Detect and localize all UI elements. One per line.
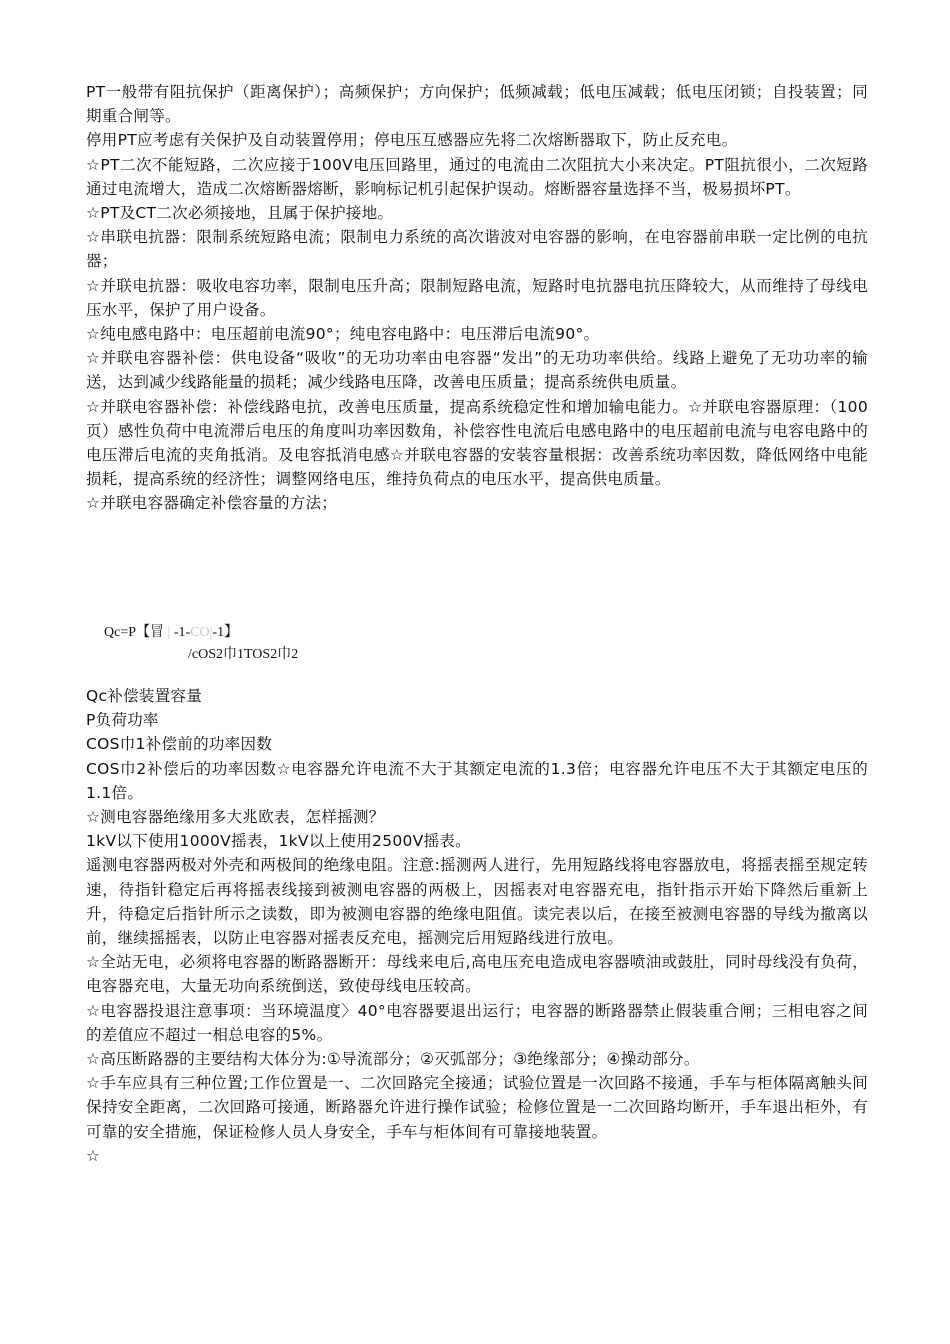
paragraph: PT一般带有阻抗保护（距离保护）；高频保护；方向保护；低频减载；低电压减载；低电压闭锁；自投装置；同期重合闸等。: [86, 83, 868, 126]
formula-faded-part: CO|: [190, 625, 213, 640]
formula-part: -1】: [212, 625, 239, 640]
paragraph: COS巾2补偿后的功率因数☆电容器允许电流不大于其额定电流的1.3倍；电容器允许电压不大于其额定电压的1.1倍。: [86, 759, 868, 802]
paragraph: ☆全站无电，必须将电容器的断路器断开：母线来电后,高电压充电造成电容器喷油或鼓肚，同时母线没有负荷，电容器充电，大量无功向系统倒送，致使母线电压较高。: [86, 953, 868, 996]
paragraph: ☆串联电抗器：限制系统短路电流；限制电力系统的高次谐波对电容器的影响，在电容器前串联一定比例的电抗器；: [86, 228, 868, 271]
paragraph: ☆高压断路器的主要结构大体分为:①导流部分；②灭弧部分；③绝缘部分；④操动部分。: [86, 1050, 700, 1069]
formula-part: -1-: [173, 625, 191, 640]
paragraph: 停用PT应考虑有关保护及自动装置停用；停电压互感器应先将二次熔断器取下，防止反充电。: [86, 131, 738, 150]
paragraph: ☆并联电抗器：吸收电容功率，限制电压升高；限制短路电流，短路时电抗器电抗压降较大，从而维持了母线电压水平，保护了用户设备。: [86, 276, 868, 319]
formula-part: Qc=P【冒: [104, 625, 165, 640]
paragraph: P负荷功率: [86, 711, 159, 730]
paragraph: ☆: [86, 1146, 101, 1165]
formula-line-1: [104, 622, 298, 644]
paragraph: ☆并联电容器补偿：供电设备“吸收”的无功功率由电容器“发出”的无功功率供给。线路上避免了无功功率的输送，达到减少线路能量的损耗；减少线路电压降，改善电压质量；提高系统供电质量。: [86, 349, 868, 392]
paragraph: ☆手车应具有三种位置;工作位置是一、二次回路完全接通；试验位置是一次回路不接通，手车与柜体隔离触头间保持安全距离，二次回路可接通，断路器允许进行操作试验；检修位置是一二次回路均断开，手车退出柜外，有可靠的安全措施，保证检修人员人身安全，手车与柜体间有可靠接地装置。: [86, 1074, 868, 1141]
text-section-top: [86, 80, 868, 516]
paragraph: ☆并联电容器确定补偿容量的方法；: [86, 494, 338, 513]
formula-line-2: /cOS2巾1TOS2巾2: [188, 647, 299, 662]
paragraph: ☆纯电感电路中：电压超前电流90°；纯电容电路中：电压滞后电流90°。: [86, 325, 600, 344]
paragraph: ☆PT及CT二次必须接地，且属于保护接地。: [86, 204, 394, 223]
text-section-bottom: [86, 684, 868, 1168]
paragraph: Qc补偿装置容量: [86, 687, 203, 705]
formula-faded-part: |: [167, 625, 171, 640]
paragraph: ☆PT二次不能短路，二次应接于100V电压回路里，通过的电流由二次阻抗大小来决定。PT阻抗很小，二次短路通过电流增大，造成二次熔断器熔断，影响标记机引起保护误动。熔断器容量选择不当，极易损坏PT。: [86, 155, 868, 198]
paragraph: ☆并联电容器补偿：补偿线路电抗，改善电压质量，提高系统稳定性和增加输电能力。☆并联电容器原理：（100页）感性负荷中电流滞后电压的角度叫功率因数角，补偿容性电流后电感电路中的电压超前电流与电容电路中的电压滞后电流的夹角抵消。及电容抵消电感☆并联电容器的安装容量根据：改善系统功率因数，降低网络中电能损耗，提高系统的经济性；调整网络电压，维持负荷点的电压水平，提高供电质量。: [86, 397, 868, 489]
paragraph: 遥测电容器两极对外壳和两极间的绝缘电阻。注意:摇测两人进行，先用短路线将电容器放电，将摇表摇至规定转速，待指针稳定后再将摇表线接到被测电容器的两极上，因摇表对电容器充电，指针指示开始下降然后重新上升，待稳定后指针所示之读数，即为被测电容器的绝缘电阻值。读完表以后，在接至被测电容器的导线为撤离以前，继续摇摇表，以防止电容器对摇表反充电，摇测完后用短路线进行放电。: [86, 856, 868, 948]
paragraph: 1kV以下使用1000V摇表，1kV以上使用2500V摇表。: [86, 832, 471, 851]
compensation-formula: [104, 622, 298, 666]
paragraph: COS巾1补偿前的功率因数: [86, 735, 273, 754]
paragraph: ☆测电容器绝缘用多大兆欧表，怎样摇测？: [86, 808, 385, 827]
paragraph: ☆电容器投退注意事项：当环境温度〉40°电容器要退出运行；电容器的断路器禁止假装重合闸；三相电容之间的差值应不超过一相总电容的5%。: [86, 1001, 868, 1044]
